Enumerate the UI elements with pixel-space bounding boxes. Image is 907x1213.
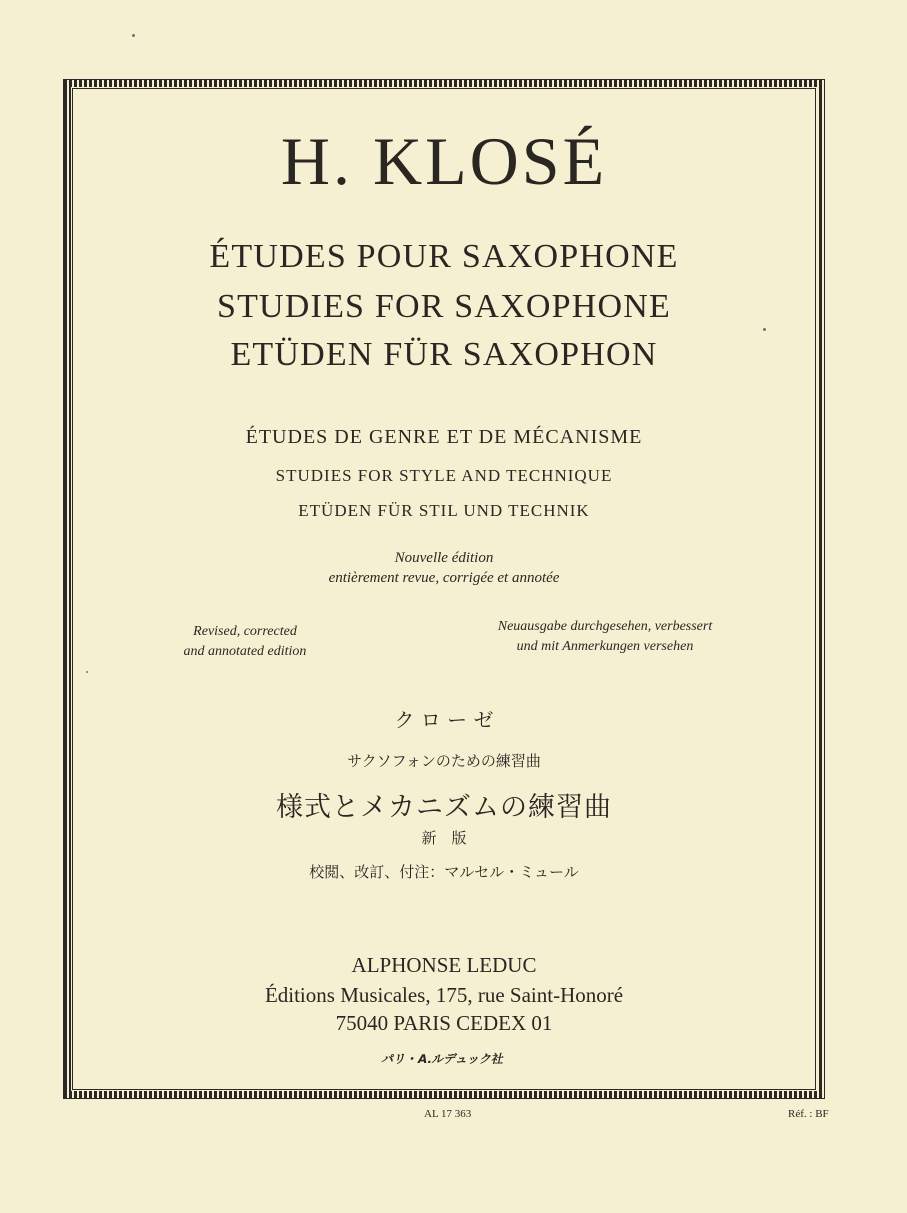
edition-german-line1: Neuausgabe durchgesehen, verbessert <box>497 619 713 634</box>
japanese-revision: 校閲、改訂、付注：マルセル・ミュール <box>309 863 579 881</box>
title-french: ÉTUDES POUR SAXOPHONE <box>209 238 679 275</box>
japanese-title-small: サクソフォンのための練習曲 <box>347 752 541 770</box>
edition-english <box>160 622 330 662</box>
catalog-number: AL 17 363 <box>424 1108 472 1120</box>
edition-french-line1: Nouvelle édition <box>394 550 494 566</box>
edition-english-line2: and annotated edition <box>183 644 307 659</box>
paper-speck <box>763 328 766 331</box>
title-german: ETÜDEN FÜR SAXOPHON <box>230 336 658 373</box>
reference-code: Réf. : BF <box>788 1108 829 1120</box>
subtitle-german: ETÜDEN FÜR STIL UND TECHNIK <box>298 501 590 520</box>
edition-german <box>470 617 740 657</box>
title-english: STUDIES FOR SAXOPHONE <box>216 288 672 325</box>
japanese-new-edition: 新 版 <box>421 829 467 847</box>
subtitle-english: STUDIES FOR STYLE AND TECHNIQUE <box>275 466 613 485</box>
publisher-logo-text: パリ・A.ルデュック社 <box>380 1052 506 1066</box>
decorative-border <box>64 80 824 1098</box>
paper-speck <box>86 671 88 673</box>
composer-name: H. KLOSÉ <box>280 123 608 199</box>
edition-french-line2: entièrement revue, corrigée et annotée <box>328 570 560 586</box>
edition-german-line2: und mit Anmerkungen versehen <box>516 639 694 654</box>
publisher-name: ALPHONSE LEDUC <box>351 953 537 977</box>
subtitle-french: ÉTUDES DE GENRE ET DE MÉCANISME <box>245 426 643 448</box>
paper-speck <box>132 34 135 37</box>
edition-english-line1: Revised, corrected <box>193 624 297 639</box>
publisher-address: Éditions Musicales, 175, rue Saint-Honoré <box>264 983 624 1007</box>
japanese-composer: ク ロ ー ゼ <box>394 708 494 732</box>
publisher-city: 75040 PARIS CEDEX 01 <box>335 1011 553 1035</box>
japanese-title-big: 様式とメカニズムの練習曲 <box>276 792 612 823</box>
publisher-logo <box>368 1050 518 1068</box>
